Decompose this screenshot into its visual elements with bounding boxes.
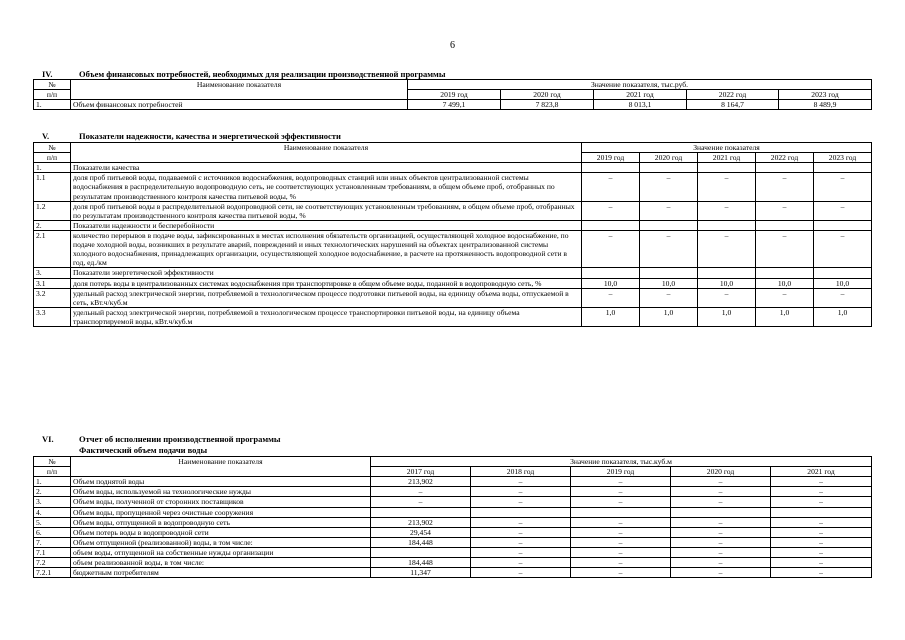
row-value: 8 013,1 xyxy=(594,100,687,110)
row-value: – xyxy=(640,288,698,307)
row-value xyxy=(582,268,640,278)
table-row xyxy=(34,220,872,230)
table-row xyxy=(34,487,872,497)
row-value: – xyxy=(756,201,814,220)
row-name: Показатели энергетической эффективности xyxy=(71,268,582,278)
table-row xyxy=(34,507,872,517)
table-header-row xyxy=(34,143,872,153)
row-value: – xyxy=(471,558,571,568)
row-value: – xyxy=(771,477,872,487)
row-number: 7. xyxy=(34,537,71,547)
row-value: – xyxy=(814,230,872,267)
row-value: – xyxy=(571,527,671,537)
header-no: № xyxy=(34,80,71,90)
header-year: 2023 год xyxy=(814,153,872,163)
section-4-heading: Объем финансовых потребностей, необходимых для реализации производственной программы xyxy=(79,69,446,79)
row-name: Объем отпущенной (реализованной) воды, в том числе: xyxy=(71,537,371,547)
header-year: 2020 год xyxy=(501,90,594,100)
header-no: № xyxy=(34,143,71,153)
header-year: 2017 год xyxy=(371,467,471,477)
row-value: 10,0 xyxy=(756,278,814,288)
header-indicator-name: Наименование показателя xyxy=(71,143,582,163)
row-value xyxy=(756,220,814,230)
row-value: – xyxy=(698,173,756,201)
row-number: 3. xyxy=(34,268,71,278)
table-row xyxy=(34,278,872,288)
row-name: удельный расход электрической энергии, потребляемой в технологическом процессе транспортировки питьевой воды, на единицу объема транспортируемой воды, кВт.ч/куб.м xyxy=(71,307,582,326)
row-name: Объем финансовых потребностей xyxy=(71,100,408,110)
section-4-title xyxy=(42,69,445,79)
row-name: Объем потерь воды в водопроводной сети xyxy=(71,527,371,537)
row-value: – xyxy=(471,477,571,487)
header-pp: п/п xyxy=(34,90,71,100)
table-row xyxy=(34,517,872,527)
header-year: 2023 год xyxy=(779,90,872,100)
row-number: 7.2 xyxy=(34,558,71,568)
row-value: – xyxy=(471,517,571,527)
row-name: количество перерывов в подаче воды, зафиксированных в местах исполнения обязательств организацией, осуществляющей холодное водоснабжение, по подаче холодной воды, возникших в результате аварий, повреждений и иных технологических нарушений на объектах централизованной системы холодного водоснабжения, принадлежащих организации, осуществляющей холодное водоснабжение, в расчете на протяженность водопроводной сети в год, ед./км xyxy=(71,230,582,267)
section-5-heading: Показатели надежности, качества и энергетической эффективности xyxy=(79,131,341,141)
row-value: – xyxy=(471,527,571,537)
header-value: Значение показателя, тыс.руб. xyxy=(408,80,872,90)
row-value: 213,902 xyxy=(371,517,471,527)
row-name: бюджетным потребителям xyxy=(71,568,371,578)
row-value: – xyxy=(671,497,771,507)
row-value: – xyxy=(571,547,671,557)
row-value xyxy=(698,220,756,230)
row-number: 7.2.1 xyxy=(34,568,71,578)
header-no: № xyxy=(34,457,71,467)
reliability-indicators-table xyxy=(33,142,872,327)
table-row xyxy=(34,268,872,278)
row-value: – xyxy=(698,201,756,220)
row-value: – xyxy=(771,547,872,557)
row-value xyxy=(814,220,872,230)
row-value: – xyxy=(582,173,640,201)
row-value xyxy=(698,268,756,278)
row-name: Показатели надежности и бесперебойности xyxy=(71,220,582,230)
row-value: – xyxy=(771,537,872,547)
row-value: – xyxy=(756,230,814,267)
row-value xyxy=(471,507,571,517)
row-value: – xyxy=(671,547,771,557)
row-value: – xyxy=(671,487,771,497)
header-year: 2018 год xyxy=(471,467,571,477)
row-value xyxy=(814,163,872,173)
row-number: 1. xyxy=(34,100,71,110)
row-value: 8 489,9 xyxy=(779,100,872,110)
header-year: 2021 год xyxy=(698,153,756,163)
row-value: – xyxy=(471,547,571,557)
page-number: 6 xyxy=(450,40,455,51)
row-value xyxy=(698,163,756,173)
row-number: 1. xyxy=(34,163,71,173)
row-value: – xyxy=(571,497,671,507)
row-value: 10,0 xyxy=(814,278,872,288)
table-header-row xyxy=(34,80,872,90)
row-value xyxy=(371,507,471,517)
row-number: 1.1 xyxy=(34,173,71,201)
row-value: 29,454 xyxy=(371,527,471,537)
header-indicator-name: Наименование показателя xyxy=(71,457,371,477)
row-value: – xyxy=(371,487,471,497)
row-value: – xyxy=(582,201,640,220)
row-value: 7 823,8 xyxy=(501,100,594,110)
row-value xyxy=(640,268,698,278)
section-6-subtitle: Фактический объем подачи воды xyxy=(79,445,208,455)
row-value: 213,902 xyxy=(371,477,471,487)
section-5-number: V. xyxy=(42,131,50,141)
table-row xyxy=(34,477,872,487)
row-value: – xyxy=(771,517,872,527)
row-value xyxy=(756,163,814,173)
row-value: – xyxy=(698,230,756,267)
header-pp: п/п xyxy=(34,153,71,163)
row-number: 2. xyxy=(34,220,71,230)
table-row xyxy=(34,307,872,326)
row-value: – xyxy=(571,487,671,497)
row-value: – xyxy=(756,173,814,201)
water-supply-report-table xyxy=(33,456,872,578)
row-value: – xyxy=(582,230,640,267)
row-value: 10,0 xyxy=(640,278,698,288)
row-value: – xyxy=(771,487,872,497)
row-value: 1,0 xyxy=(814,307,872,326)
row-value: – xyxy=(771,558,872,568)
row-value: 1,0 xyxy=(582,307,640,326)
row-value xyxy=(640,220,698,230)
header-year: 2020 год xyxy=(671,467,771,477)
row-name: Объем воды, пропущенной через очистные сооружения xyxy=(71,507,371,517)
table-row xyxy=(34,537,872,547)
row-value: – xyxy=(640,173,698,201)
row-number: 3.3 xyxy=(34,307,71,326)
row-value xyxy=(571,507,671,517)
row-value: 10,0 xyxy=(582,278,640,288)
row-number: 1. xyxy=(34,477,71,487)
row-value: – xyxy=(771,527,872,537)
row-value: – xyxy=(571,517,671,527)
table-row xyxy=(34,558,872,568)
row-value: – xyxy=(671,527,771,537)
row-number: 7.1 xyxy=(34,547,71,557)
row-value: – xyxy=(571,537,671,547)
row-value: – xyxy=(571,568,671,578)
row-value: 184,448 xyxy=(371,558,471,568)
table-row xyxy=(34,163,872,173)
row-value: 7 499,1 xyxy=(408,100,501,110)
row-number: 1.2 xyxy=(34,201,71,220)
row-value: – xyxy=(671,537,771,547)
section-4-number: IV. xyxy=(42,69,53,79)
table-row xyxy=(34,497,872,507)
row-number: 3. xyxy=(34,497,71,507)
row-number: 4. xyxy=(34,507,71,517)
table-row xyxy=(34,173,872,201)
row-value: – xyxy=(698,288,756,307)
row-value: – xyxy=(371,497,471,507)
row-value: – xyxy=(571,558,671,568)
row-value: – xyxy=(814,288,872,307)
row-value xyxy=(640,163,698,173)
row-value: – xyxy=(771,497,872,507)
row-value: 184,448 xyxy=(371,537,471,547)
row-name: доля проб питьевой воды, подаваемой с источников водоснабжения, водопроводных станций или иных объектов централизованной системы водоснабжения в распределительную водопроводную сеть, не соответствующих установленным требованиям, в общем объеме проб, отобранных по результатам производственного контроля качества питьевой воды, % xyxy=(71,173,582,201)
row-name: объем реализованной воды, в том числе: xyxy=(71,558,371,568)
row-value: – xyxy=(640,201,698,220)
row-name: Объем поднятой воды xyxy=(71,477,371,487)
row-name: Объем воды, полученной от сторонних поставщиков xyxy=(71,497,371,507)
table-row xyxy=(34,568,872,578)
row-name: Показатели качества xyxy=(71,163,582,173)
header-year: 2021 год xyxy=(594,90,687,100)
row-value: – xyxy=(471,487,571,497)
row-value: – xyxy=(814,173,872,201)
row-name: Объем воды, отпущенной в водопроводную сеть xyxy=(71,517,371,527)
row-value: – xyxy=(814,201,872,220)
row-value xyxy=(814,268,872,278)
table-header-row xyxy=(34,457,872,467)
row-name: доля проб питьевой воды в распределительной водопроводной сети, не соответствующих установленным требованиям, в общем объеме проб, отобранных по результатам производственного контроля качества питьевой воды, % xyxy=(71,201,582,220)
row-value: – xyxy=(671,558,771,568)
row-value xyxy=(756,268,814,278)
header-pp: п/п xyxy=(34,467,71,477)
row-number: 2.1 xyxy=(34,230,71,267)
row-value: – xyxy=(756,288,814,307)
row-value: – xyxy=(671,477,771,487)
row-number: 5. xyxy=(34,517,71,527)
row-number: 3.2 xyxy=(34,288,71,307)
header-year: 2021 год xyxy=(771,467,872,477)
row-number: 6. xyxy=(34,527,71,537)
row-name: объем воды, отпущенной на собственные нужды организации xyxy=(71,547,371,557)
header-value: Значение показателя xyxy=(582,143,872,153)
section-5-title xyxy=(42,131,341,141)
row-value: – xyxy=(671,568,771,578)
table-row xyxy=(34,100,872,110)
header-year: 2019 год xyxy=(571,467,671,477)
row-value: 1,0 xyxy=(640,307,698,326)
table-row xyxy=(34,547,872,557)
row-value: – xyxy=(671,517,771,527)
row-value: – xyxy=(471,568,571,578)
header-year: 2019 год xyxy=(582,153,640,163)
section-6-number: VI. xyxy=(42,434,54,444)
row-value xyxy=(671,507,771,517)
row-value: 1,0 xyxy=(698,307,756,326)
header-value: Значение показателя, тыс.куб.м xyxy=(371,457,872,467)
row-number: 3.1 xyxy=(34,278,71,288)
row-number: 2. xyxy=(34,487,71,497)
row-value xyxy=(582,163,640,173)
row-value: – xyxy=(471,537,571,547)
header-year: 2020 год xyxy=(640,153,698,163)
row-name: Объем воды, используемой на технологические нужды xyxy=(71,487,371,497)
row-value xyxy=(582,220,640,230)
section-6-heading: Отчет об исполнении производственной программы xyxy=(79,434,281,444)
header-year: 2022 год xyxy=(687,90,779,100)
row-value: – xyxy=(571,477,671,487)
section-6-title xyxy=(42,434,281,444)
row-value: 11,347 xyxy=(371,568,471,578)
header-year: 2022 год xyxy=(756,153,814,163)
row-value: – xyxy=(471,497,571,507)
row-value: 10,0 xyxy=(698,278,756,288)
table-row xyxy=(34,230,872,267)
row-value: 8 164,7 xyxy=(687,100,779,110)
financial-needs-table xyxy=(33,79,872,110)
row-value xyxy=(771,507,872,517)
row-value xyxy=(371,547,471,557)
table-row xyxy=(34,288,872,307)
row-name: доля потерь воды в централизованных системах водоснабжения при транспортировке в общем объеме воды, поданной в водопроводную сеть, % xyxy=(71,278,582,288)
table-row xyxy=(34,201,872,220)
row-value: – xyxy=(582,288,640,307)
row-value: – xyxy=(771,568,872,578)
row-name: удельный расход электрической энергии, потребляемой в технологическом процессе подготовки питьевой воды, на единицу объема воды, отпускаемой в сеть, кВт.ч/куб.м xyxy=(71,288,582,307)
header-year: 2019 год xyxy=(408,90,501,100)
header-indicator-name: Наименование показателя xyxy=(71,80,408,100)
row-value: 1,0 xyxy=(756,307,814,326)
table-row xyxy=(34,527,872,537)
row-value: – xyxy=(640,230,698,267)
